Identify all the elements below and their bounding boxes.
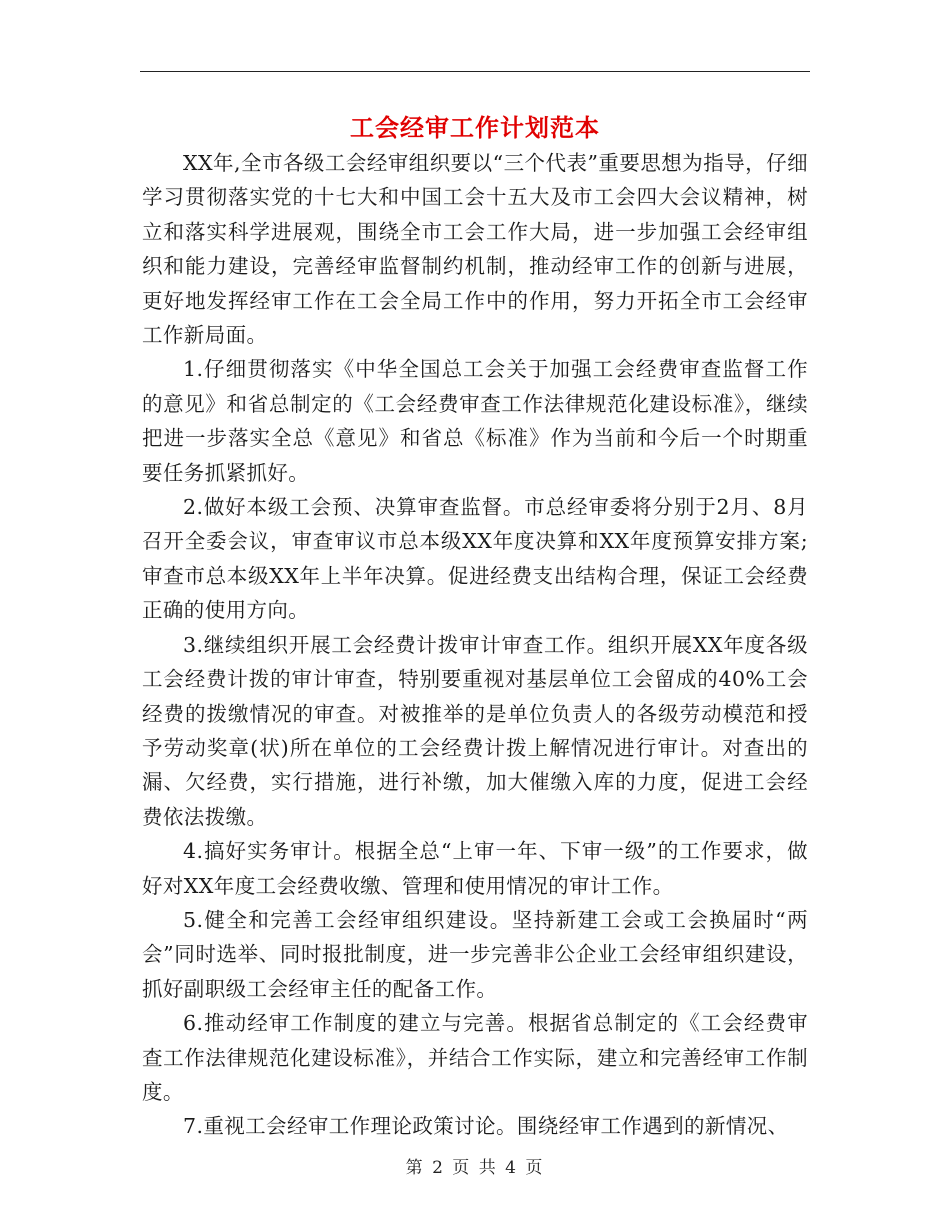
document-body xyxy=(142,146,808,1144)
item-5-paragraph: 5.健全和完善工会经审组织建设。坚持新建工会或工会换届时“两会”同时选举、同时报批制度，进一步完善非公企业工会经审组织建设，抓好副职级工会经审主任的配备工作。 xyxy=(142,907,808,1001)
page-number: 第 2 页 共 4 页 xyxy=(405,1158,545,1178)
item-6-paragraph: 6.推动经审工作制度的建立与完善。根据省总制定的《工会经费审查工作法律规范化建设标准》，并结合工作实际，建立和完善经审工作制度。 xyxy=(142,1011,808,1104)
item-7-paragraph: 7.重视工会经审工作理论政策讨论。围绕经审工作遇到的新情况、 xyxy=(183,1114,789,1139)
intro-paragraph: XX年,全市各级工会经审组织要以“三个代表”重要思想为指导，仔细学习贯彻落实党的十七大和中国工会十五大及市工会四大会议精神，树立和落实科学进展观，围绕全市工会工作大局，进一步加强工会经审组织和能力建设，完善经审监督制约机制，推动经审工作的创新与进展，更好地发挥经审工作在工会全局工作中的作用，努力开拓全市工会经审工作新局面。 xyxy=(142,151,808,348)
item-2-paragraph: 2.做好本级工会预、决算审查监督。市总经审委将分别于2月、8月召开全委会议，审查审议市总本级XX年度决算和XX年度预算安排方案;审查市总本级XX年上半年决算。促进经费支出结构合理，保证工会经费正确的使用方向。 xyxy=(142,495,808,623)
item-3-paragraph: 3.继续组织开展工会经费计拨审计审查工作。组织开展XX年度各级工会经费计拨的审计审查，特别要重视对基层单位工会留成的40%工会经费的拨缴情况的审查。对被推举的是单位负责人的各级劳动模范和授予劳动奖章(状)所在单位的工会经费计拨上解情况进行审计。对查出的漏、欠经费，实行措施，进行补缴，加大催缴入库的力度，促进工会经费依法拨缴。 xyxy=(142,632,808,829)
document-title: 工会经审工作计划范本 xyxy=(350,114,600,142)
item-1-paragraph: 1.仔细贯彻落实《中华全国总工会关于加强工会经费审查监督工作的意见》和省总制定的《工会经费审查工作法律规范化建设标准》，继续把进一步落实全总《意见》和省总《标准》作为当前和今后一个时期重要任务抓紧抓好。 xyxy=(142,357,808,485)
header-rule xyxy=(140,71,810,72)
item-4-paragraph: 4.搞好实务审计。根据全总“上审一年、下审一级”的工作要求，做好对XX年度工会经费收缴、管理和使用情况的审计工作。 xyxy=(142,839,808,898)
